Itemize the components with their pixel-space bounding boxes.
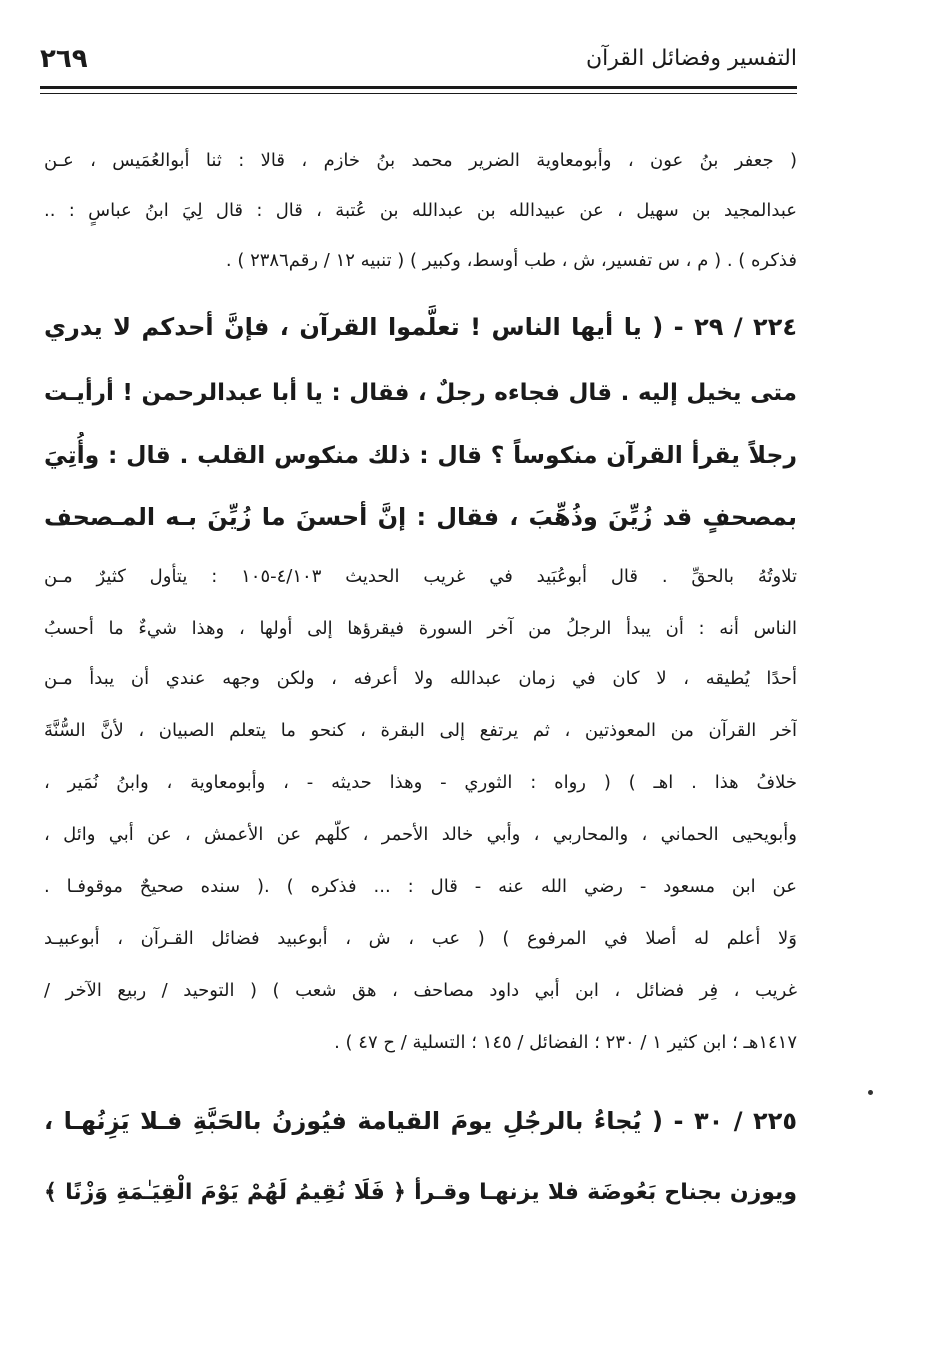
text-line: غريب ، فِر فضائل ، ابن أبي داود مصاحف ، هق شعب ) ( التوحيد / ربيع الآخر / <box>44 980 797 1001</box>
running-title: التفسير وفضائل القرآن <box>585 46 797 71</box>
hadith-line: ويوزن بجناح بَعُوضَة فلا يزنهـا وقـرأ ﴿ فَلَا نُقِيمُ لَهُمْ يَوْمَ الْقِيَـٰمَةِ وَزْنًا ﴾ <box>44 1180 797 1205</box>
text-line: عن ابن مسعود - رضي الله عنه - قال : ... فذكره ) .( سنده صحيحٌ موقوفـا . <box>44 876 797 897</box>
text-line: ١٤١٧هـ ؛ ابن كثير ١ / ٢٣٠ ؛ الفضائل / ١٤٥ ؛ التسلية / ح ٤٧ ) . <box>334 1032 797 1053</box>
text-line: وَلا أعلم له أصلا في المرفوع ) ( عب ، ش ، أبوعبيد فضائل القـرآن ، أبوعبيـد <box>44 928 797 949</box>
page-speck <box>868 1090 873 1095</box>
text-line: تلاوتُهُ بالحقِّ . قال أبوعُبَيد في غريب الحديث ٤/١٠٣-١٠٥ : يتأول كثيرٌ مـن <box>44 566 797 587</box>
header-rule-thick <box>40 86 797 89</box>
text-line: آخر القرآن من المعوذتين ، ثم يرتفع إلى البقرة ، كنحو ما يتعلم الصبيان ، لأنَّ السُّنَّةَ <box>44 720 797 741</box>
hadith-line: ٢٢٤ / ٢٩ - ( يا أيها الناس ! تعلَّموا القرآن ، فإنَّ أحدكم لا يدري <box>44 313 797 341</box>
hadith-line: ٢٢٥ / ٣٠ - ( يُجاءُ بالرجُلِ يومَ القيامة فيُوزنُ بالحَبَّةِ فـلا يَزِنُهـا ، <box>44 1107 797 1135</box>
hadith-line: رجلاً يقرأ القرآن منكوساً ؟ قال : ذلك منكوس القلب . قال : وأُتِيَ <box>44 441 797 469</box>
text-line: أحدًا يُطيقه ، لا كان في زمان عبدالله ولا أعرفه ، ولكن وجهه عندي أن يبدأ مـن <box>44 668 797 689</box>
hadith-line: بمصحفٍ قد زُيِّنَ وذُهِّبَ ، فقال : إنَّ أحسنَ ما زُيِّنَ بـه المـصحف <box>44 503 797 531</box>
page-header <box>40 38 797 78</box>
text-line: فذكره ) . ( م ، س تفسير، ش ، طب أوسط، وكبير ) ( تنبيه ١٢ / رقم٢٣٨٦ ) . <box>225 250 797 271</box>
header-rule-thin <box>40 93 797 94</box>
text-line: خلافُ هذا . اهـ ) ( رواه : الثوري - وهذا حديثه - ، وأبومعاوية ، وابنُ نُمَير ، <box>44 772 797 793</box>
text-line: الناس أنه : أن يبدأ الرجلُ من آخر السورة فيقرؤها إلى أولها ، وهذا شيءٌ ما أحسبُ <box>44 618 797 639</box>
hadith-line: متى يخيل إليه . قال فجاءه رجلٌ ، فقال : يا أبا عبدالرحمن ! أرأيـت <box>44 380 797 406</box>
text-line: وأبويحيى الحماني ، والمحاربي ، وأبي خالد الأحمر ، كلُّهم عن الأعمش ، عن أبي وائل ، <box>44 824 797 845</box>
text-line: ( جعفر بنُ عون ، وأبومعاوية الضرير محمد بنُ خازم ، قالا : ثنا أبوالعُمَيس ، عـن <box>44 150 797 171</box>
page-number: ٢٦٩ <box>40 44 88 74</box>
text-line: عبدالمجيد بن سهيل ، عن عبيدالله بن عبدالله بن عُتبة ، قال : قال لِيَ ابنُ عباسٍ : .. <box>44 200 797 221</box>
